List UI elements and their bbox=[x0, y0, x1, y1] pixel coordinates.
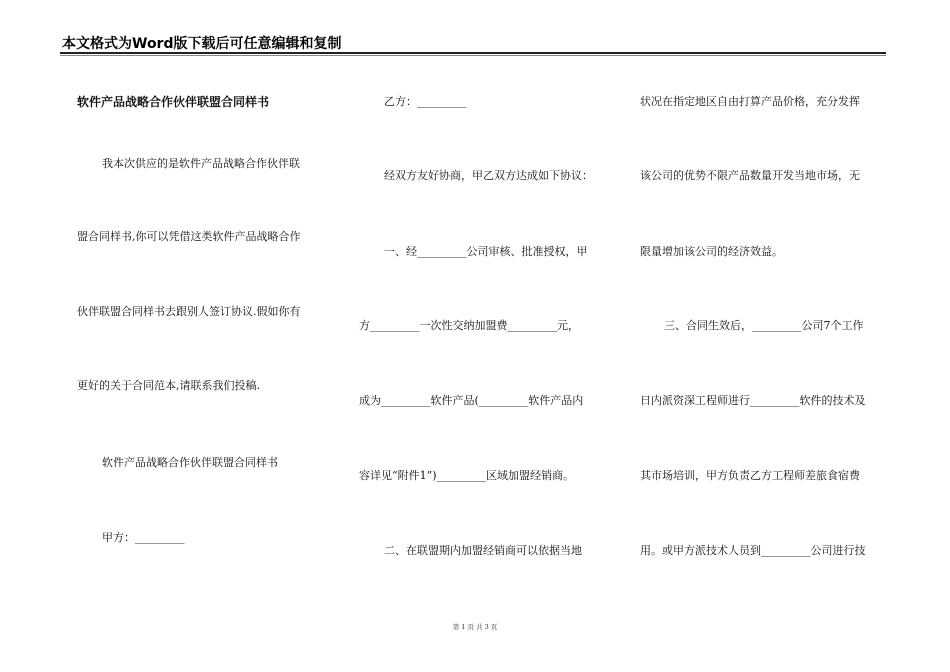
paragraph-line: 状况在指定地区自由打算产品价格，充分发挥 bbox=[640, 95, 860, 108]
paragraph-line: 我本次供应的是软件产品战略合作伙伴联 bbox=[102, 157, 300, 170]
paragraph-line: 伙伴联盟合同样书去跟别人签订协议.假如你有 bbox=[77, 305, 301, 318]
paragraph-line: 其市场培训，甲方负责乙方工程师差旅食宿费 bbox=[640, 469, 860, 482]
paragraph-line: 日内派资深工程师进行_________软件的技术及 bbox=[640, 394, 866, 407]
party-b-line: 乙方：_________ bbox=[384, 95, 467, 108]
paragraph-line: 盟合同样书,你可以凭借这类软件产品战略合作 bbox=[77, 230, 301, 243]
document-title: 软件产品战略合作伙伴联盟合同样书 bbox=[77, 95, 270, 109]
paragraph-line: 容详见“附件1”)_________区域加盟经销商。 bbox=[359, 469, 575, 482]
paragraph-line: 二、在联盟期内加盟经销商可以依据当地 bbox=[384, 544, 582, 557]
header-divider-thin bbox=[60, 55, 886, 56]
paragraph-line: 经双方友好协商，甲乙双方达成如下协议： bbox=[384, 169, 593, 182]
header-title: 本文格式为Word版下载后可任意编辑和复制 bbox=[62, 36, 342, 52]
paragraph-line: 限量增加该公司的经济效益。 bbox=[640, 245, 783, 258]
header-divider bbox=[60, 52, 886, 54]
paragraph-line: 三、合同生效后，_________公司7个工作 bbox=[664, 319, 864, 332]
paragraph-line: 软件产品战略合作伙伴联盟合同样书 bbox=[102, 456, 278, 469]
paragraph-line: 该公司的优势不限产品数量开发当地市场，无 bbox=[640, 169, 860, 182]
page-number: 第 1 页 共 3 页 bbox=[452, 623, 498, 631]
party-a-line: 甲方：_________ bbox=[102, 531, 185, 544]
paragraph-line: 一、经_________公司审核、批准授权，甲 bbox=[384, 245, 588, 258]
paragraph-line: 用。或甲方派技术人员到_________公司进行技 bbox=[640, 544, 866, 557]
paragraph-line: 更好的关于合同范本,请联系我们投稿. bbox=[77, 379, 260, 392]
paragraph-line: 成为_________软件产品(_________软件产品内 bbox=[359, 394, 584, 407]
paragraph-line: 方_________一次性交纳加盟费_________元， bbox=[359, 319, 579, 332]
